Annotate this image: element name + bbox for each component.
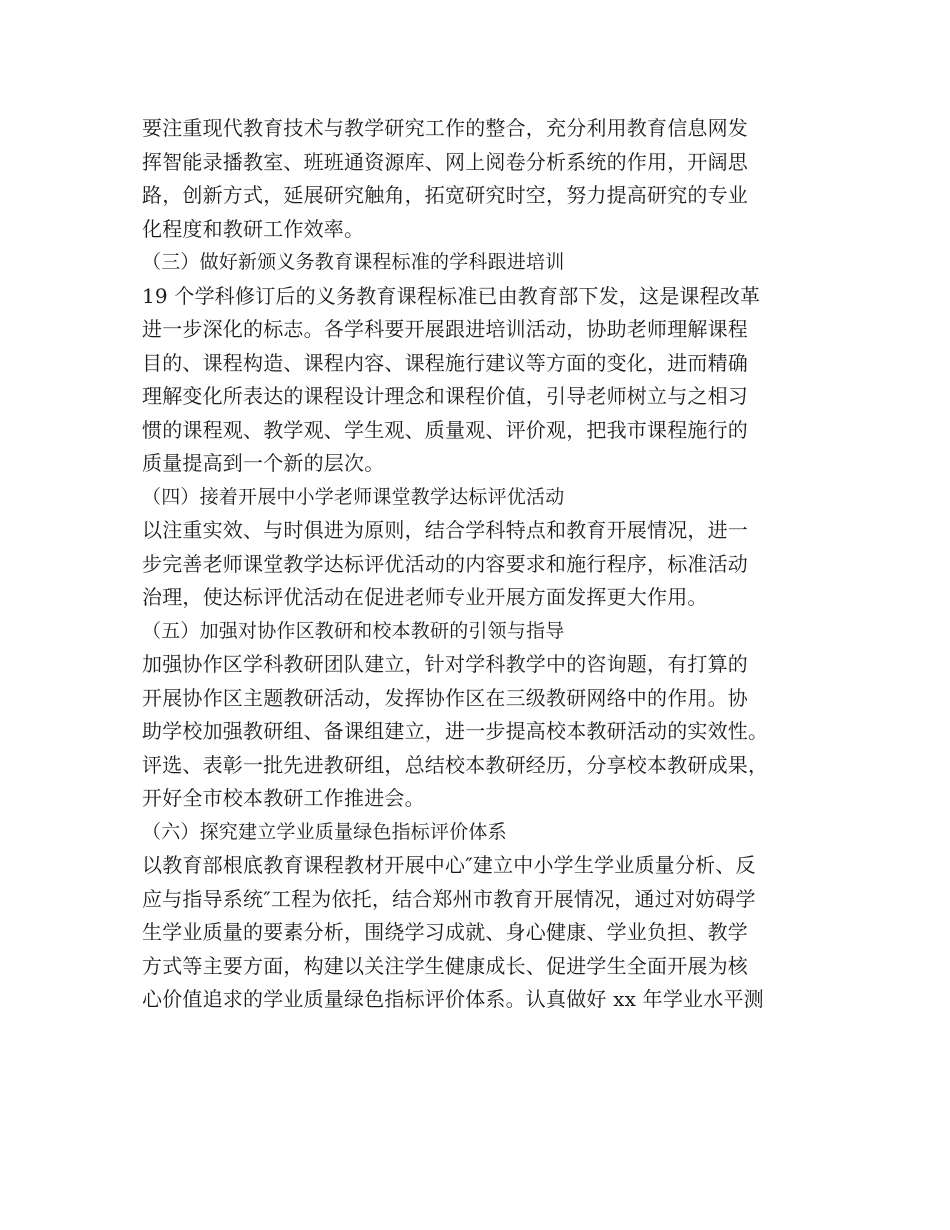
paragraph-line: 开好全市校本教研工作推进会。 xyxy=(142,786,425,810)
paragraph-line: 目的、课程构造、课程内容、课程施行建议等方面的变化，进而精确 xyxy=(142,350,748,375)
paragraph-line: 要注重现代教育技术与教学研究工作的整合，充分利用教育信息网发 xyxy=(142,116,748,140)
paragraph-line: 质量提高到一个新的层次。 xyxy=(142,451,385,475)
paragraph-line: 心价值追求的学业质量绿色指标评价体系。认真做好 xx 年学业水平测 xyxy=(142,987,764,1011)
section-heading-5: （五）加强对协作区教研和校本教研的引领与指导 xyxy=(142,619,565,642)
paragraph-line: 开展协作区主题教研活动，发挥协作区在三级教研网络中的作用。协 xyxy=(142,685,748,710)
section-heading-3: （三）做好新颁义务教育课程标准的学科跟进培训 xyxy=(142,251,565,273)
paragraph-line: 治理，使达标评优活动在促进老师专业开展方面发挥更大作用。 xyxy=(142,585,708,609)
section-heading-6: （六）探究建立学业质量绿色指标评价体系 xyxy=(142,820,507,843)
paragraph-line: 应与指导系统″工程为依托，结合郑州市教育开展情况，通过对妨碍学 xyxy=(142,886,756,911)
paragraph-line: 路，创新方式，延展研究触角，拓宽研究时空，努力提高研究的专业 xyxy=(142,183,748,207)
paragraph-line: 加强协作区学科教研团队建立，针对学科教学中的咨询题，有打算的 xyxy=(142,652,748,676)
paragraph-line: 步完善老师课堂教学达标评优活动的内容要求和施行程序，标准活动 xyxy=(142,551,748,576)
paragraph-line: 惯的课程观、教学观、学生观、质量观、评价观，把我市课程施行的 xyxy=(142,417,748,442)
paragraph-line: 评选、表彰一批先进教研组，总结校本教研经历，分享校本教研成果， xyxy=(142,752,769,777)
section-heading-4: （四）接着开展中小学老师课堂教学达标评优活动 xyxy=(142,485,565,508)
paragraph-line: 生学业质量的要素分析，围绕学习成就、身心健康、学业负担、教学 xyxy=(142,920,748,944)
paragraph-line: 以教育部根底教育课程教材开展中心″建立中小学生学业质量分析、反 xyxy=(142,853,756,877)
paragraph-line: 化程度和教研工作效率。 xyxy=(142,216,365,241)
document-page xyxy=(142,112,828,1017)
paragraph-line: 方式等主要方面，构建以关注学生健康成长、促进学生全面开展为核 xyxy=(142,953,748,978)
paragraph-line: 以注重实效、与时俱进为原则，结合学科特点和教育开展情况，进一 xyxy=(142,518,748,542)
paragraph-line: 进一步深化的标志。各学科要开展跟进培训活动，协助老师理解课程 xyxy=(142,317,748,341)
paragraph-line: 理解变化所表达的课程设计理念和课程价值，引导老师树立与之相习 xyxy=(142,384,748,408)
paragraph-line: 19 个学科修订后的义务教育课程标准已由教育部下发，这是课程改革 xyxy=(142,283,761,308)
paragraph-line: 助学校加强教研组、备课组建立，进一步提高校本教研活动的实效性。 xyxy=(142,719,769,743)
paragraph-line: 挥智能录播教室、班班通资源库、网上阅卷分析系统的作用，开阔思 xyxy=(142,149,748,174)
